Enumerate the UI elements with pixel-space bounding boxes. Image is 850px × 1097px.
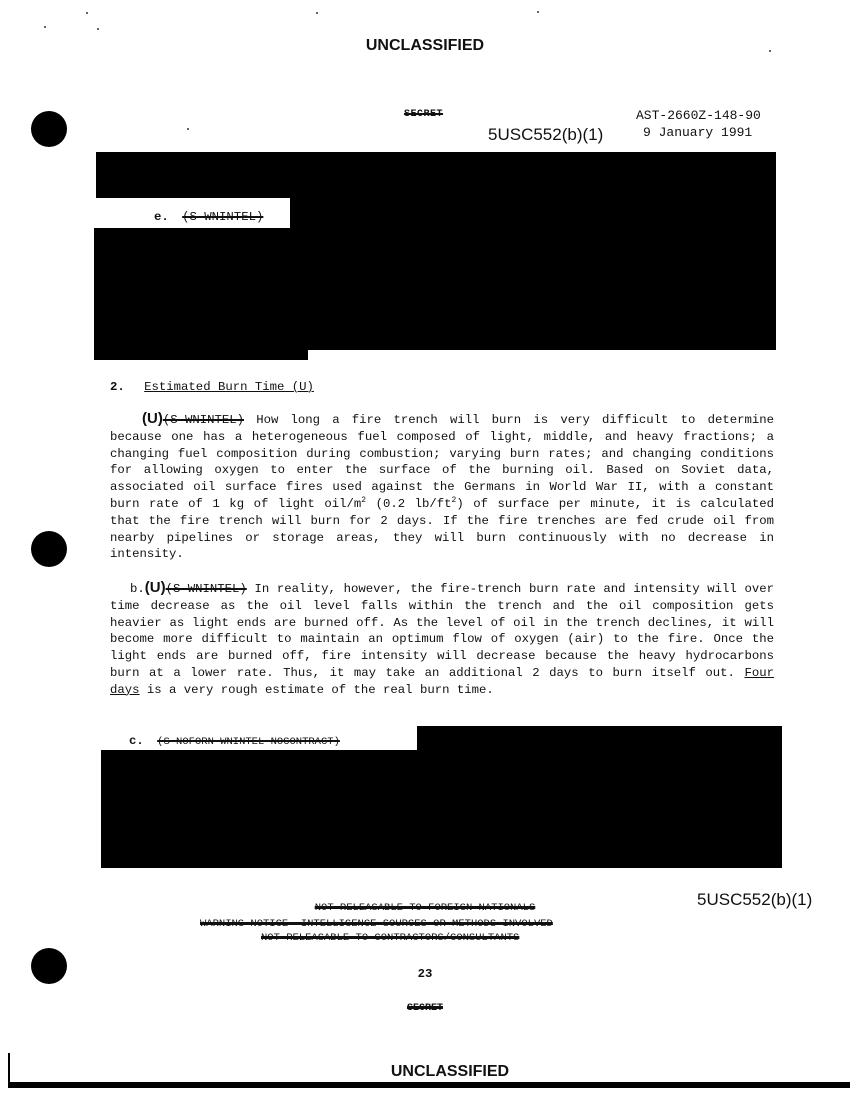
section-title: Estimated Burn Time (U) [144, 380, 314, 394]
redaction-block [101, 750, 782, 868]
section-e-letter: e. [154, 210, 169, 224]
footer-classification: SECRET [406, 1003, 443, 1014]
footer-exemption-stamp: 5USC552(b)(1) [697, 890, 813, 909]
page-number: 23 [417, 967, 433, 981]
footer-contractor-line: NOT RELEASABLE TO CONTRACTORS/CONSULTANTS [261, 932, 520, 944]
old-marking: (S-WNINTEL) [165, 582, 247, 596]
section-e-marking: (S-WNINTEL) [182, 210, 264, 224]
paragraph-b-letter: b. [130, 582, 145, 596]
scan-speck [316, 12, 318, 14]
scan-speck [187, 128, 189, 130]
document-number: AST-2660Z-148-90 [636, 108, 761, 123]
paragraph-a [110, 411, 774, 563]
punch-hole [31, 111, 67, 147]
paragraph-a-text-3: ) of surface per minute, it is calculated that the fire trench will burn for 2 days. If the fire trenches are fed crude oil from nearby pipelines or storage areas, they will burn continuously with no decrease in intensity. [110, 496, 774, 562]
paragraph-a-text-1: How long a fire trench will burn is very difficult to determine because one has a heterogeneous fuel composed of light, middle, and heavy fractions; a changing fuel composition during combustion; varying burn rates; and changing conditions for allowing oxygen to enter the surface of the burning oil. Based on Soviet data, associated oil surface fires used against the Germans in World War II, with a constant burn rate of 1 kg of light oil/m [110, 413, 774, 511]
exemption-stamp: 5USC552(b)(1) [488, 125, 604, 144]
redaction-block [94, 350, 308, 360]
footer-dissemination-line: NOT RELEASABLE TO FOREIGN NATIONALS [314, 902, 536, 914]
redaction-block [96, 152, 776, 198]
section-c-heading [129, 734, 340, 748]
top-banner: UNCLASSIFIED [365, 37, 485, 54]
scan-speck [97, 28, 99, 30]
section-c-letter: c. [129, 734, 144, 748]
new-marking: (U) [144, 579, 166, 596]
scan-edge-line [8, 1082, 850, 1088]
section-e-heading [154, 210, 263, 224]
punch-hole [31, 531, 67, 567]
section-2-heading [110, 380, 314, 394]
new-marking: (U) [142, 410, 163, 427]
four-days-underlined: Four days [110, 665, 774, 697]
redaction-block [94, 228, 776, 350]
section-c-marking: (S-NOFORN-WNINTEL-NOCONTRACT) [157, 736, 340, 748]
scan-speck [537, 11, 539, 13]
scan-speck [86, 12, 88, 14]
bottom-banner: UNCLASSIFIED [390, 1063, 510, 1080]
paragraph-b [110, 580, 774, 699]
superscript: 2 [361, 495, 367, 505]
old-marking: (S-WNINTEL) [162, 413, 245, 427]
scan-speck [769, 50, 771, 52]
footer-warning-line: WARNING NOTICE--INTELLIGENCE SOURCES OR METHODS INVOLVED [200, 918, 553, 930]
header-classification: SECRET [404, 109, 444, 120]
section-number: 2. [110, 380, 125, 394]
superscript: 2 [451, 495, 457, 505]
paragraph-b-text-1: In reality, however, the fire-trench burn rate and intensity will over time decrease as the oil level falls within the trench and the oil composition gets heavier as light ends are burned off. As the level of oil in the trench declines, it will become more difficult to maintain an optimum flow of oxygen (air) to the fire. Once the light ends are burned off, fire intensity will decrease because the heavy hydrocarbons burn at a lower rate. Thus, it may take an additional 2 days to burn itself out. [110, 582, 774, 680]
document-date: 9 January 1991 [643, 125, 753, 140]
paragraph-b-text-2: is a very rough estimate of the real burn time. [139, 682, 494, 697]
redaction-block [290, 198, 776, 228]
paragraph-a-text-2: (0.2 lb/ft [366, 496, 452, 511]
scan-speck [44, 26, 46, 28]
redaction-block [417, 726, 782, 750]
